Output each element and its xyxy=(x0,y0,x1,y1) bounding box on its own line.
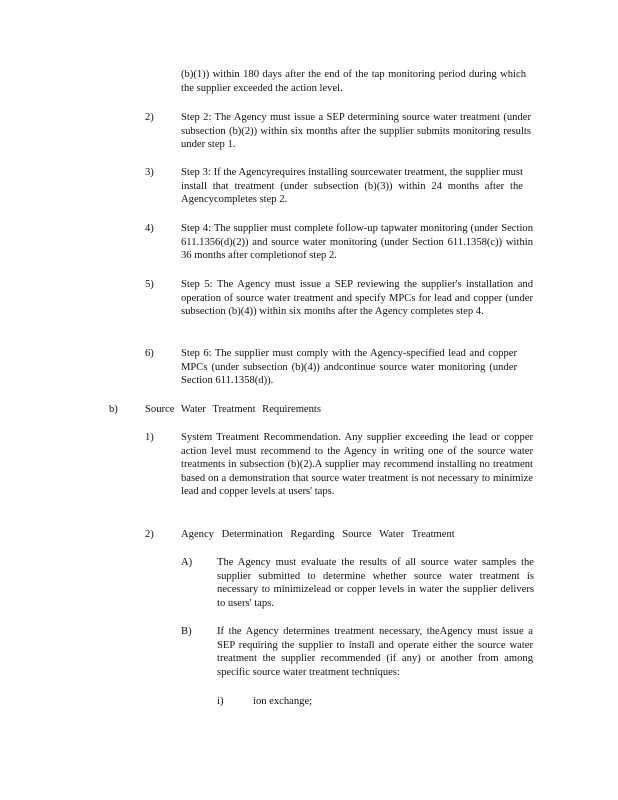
item-text: Step 5: The Agency must issue a SEP reviewing the supplier's installation and operation of source water treatment and specify MPCs for lead and copper (under subsection (b)(4)) within six months after the Agency completes step 4. xyxy=(181,279,533,318)
item-number: 3) xyxy=(145,167,154,178)
item-number: 1) xyxy=(145,432,154,443)
sub-sub-item-number: i) xyxy=(217,696,224,707)
section-title: Source Water Treatment Requirements xyxy=(145,404,322,415)
item-number: 5) xyxy=(145,279,154,290)
section-number: b) xyxy=(109,404,118,415)
item-text: Step 4: The supplier must complete follow-up tapwater monitoring (under Section 611.1356(d)(2)) and source water monitoring (under Section 611.1358(c)) within 36 months after completionof step 2. xyxy=(181,223,533,262)
sub-item-number: B) xyxy=(181,626,192,637)
item-number: 4) xyxy=(145,223,154,234)
item-number: 6) xyxy=(145,348,154,359)
item-number: 2) xyxy=(145,529,154,540)
item-text: Step 2: The Agency must issue a SEP determining source water treatment (under subsection (b)(2)) within six months after the supplier submits monitoring results under step 1. xyxy=(181,112,531,151)
item-text: System Treatment Recommendation. Any supplier exceeding the lead or copper action level must recommend to the Agency in writing one of the source water treatments in subsection (b)(2).A supplier may recommend installing no treatment based on a demonstration that source water treatment is not necessary to minimize lead and copper levels at users' taps. xyxy=(181,432,533,498)
sub-item-text: The Agency must evaluate the results of all source water samples the supplier submitted to determine whether source water treatment is necessary to minimizelead or copper levels in water the supplier delivers to users' taps. xyxy=(217,557,534,609)
sub-item-text: If the Agency determines treatment necessary, theAgency must issue a SEP requiring the supplier to install and operate either the source water treatment the supplier recommended (if any) or another from among specific source water treatment techniques: xyxy=(217,626,533,678)
sub-sub-item-text: ion exchange; xyxy=(253,696,313,707)
item-text: Step 6: The supplier must comply with the Agency-specified lead and copper MPCs (under subsection (b)(4)) andcontinue source water monitoring (under Section 611.1358(d)). xyxy=(181,348,517,387)
item-number: 2) xyxy=(145,112,154,123)
sub-item-number: A) xyxy=(181,557,193,568)
item-text: Step 3: If the Agencyrequires installing sourcewater treatment, the supplier must install that treatment (under subsection (b)(3)) within 24 months after the Agencycompletes step 2. xyxy=(181,167,523,206)
item-text: Agency Determination Regarding Source Water Treatment xyxy=(181,529,455,540)
paragraph-text: (b)(1)) within 180 days after the end of the tap monitoring period during which the supplier exceeded the action level. xyxy=(181,69,526,94)
